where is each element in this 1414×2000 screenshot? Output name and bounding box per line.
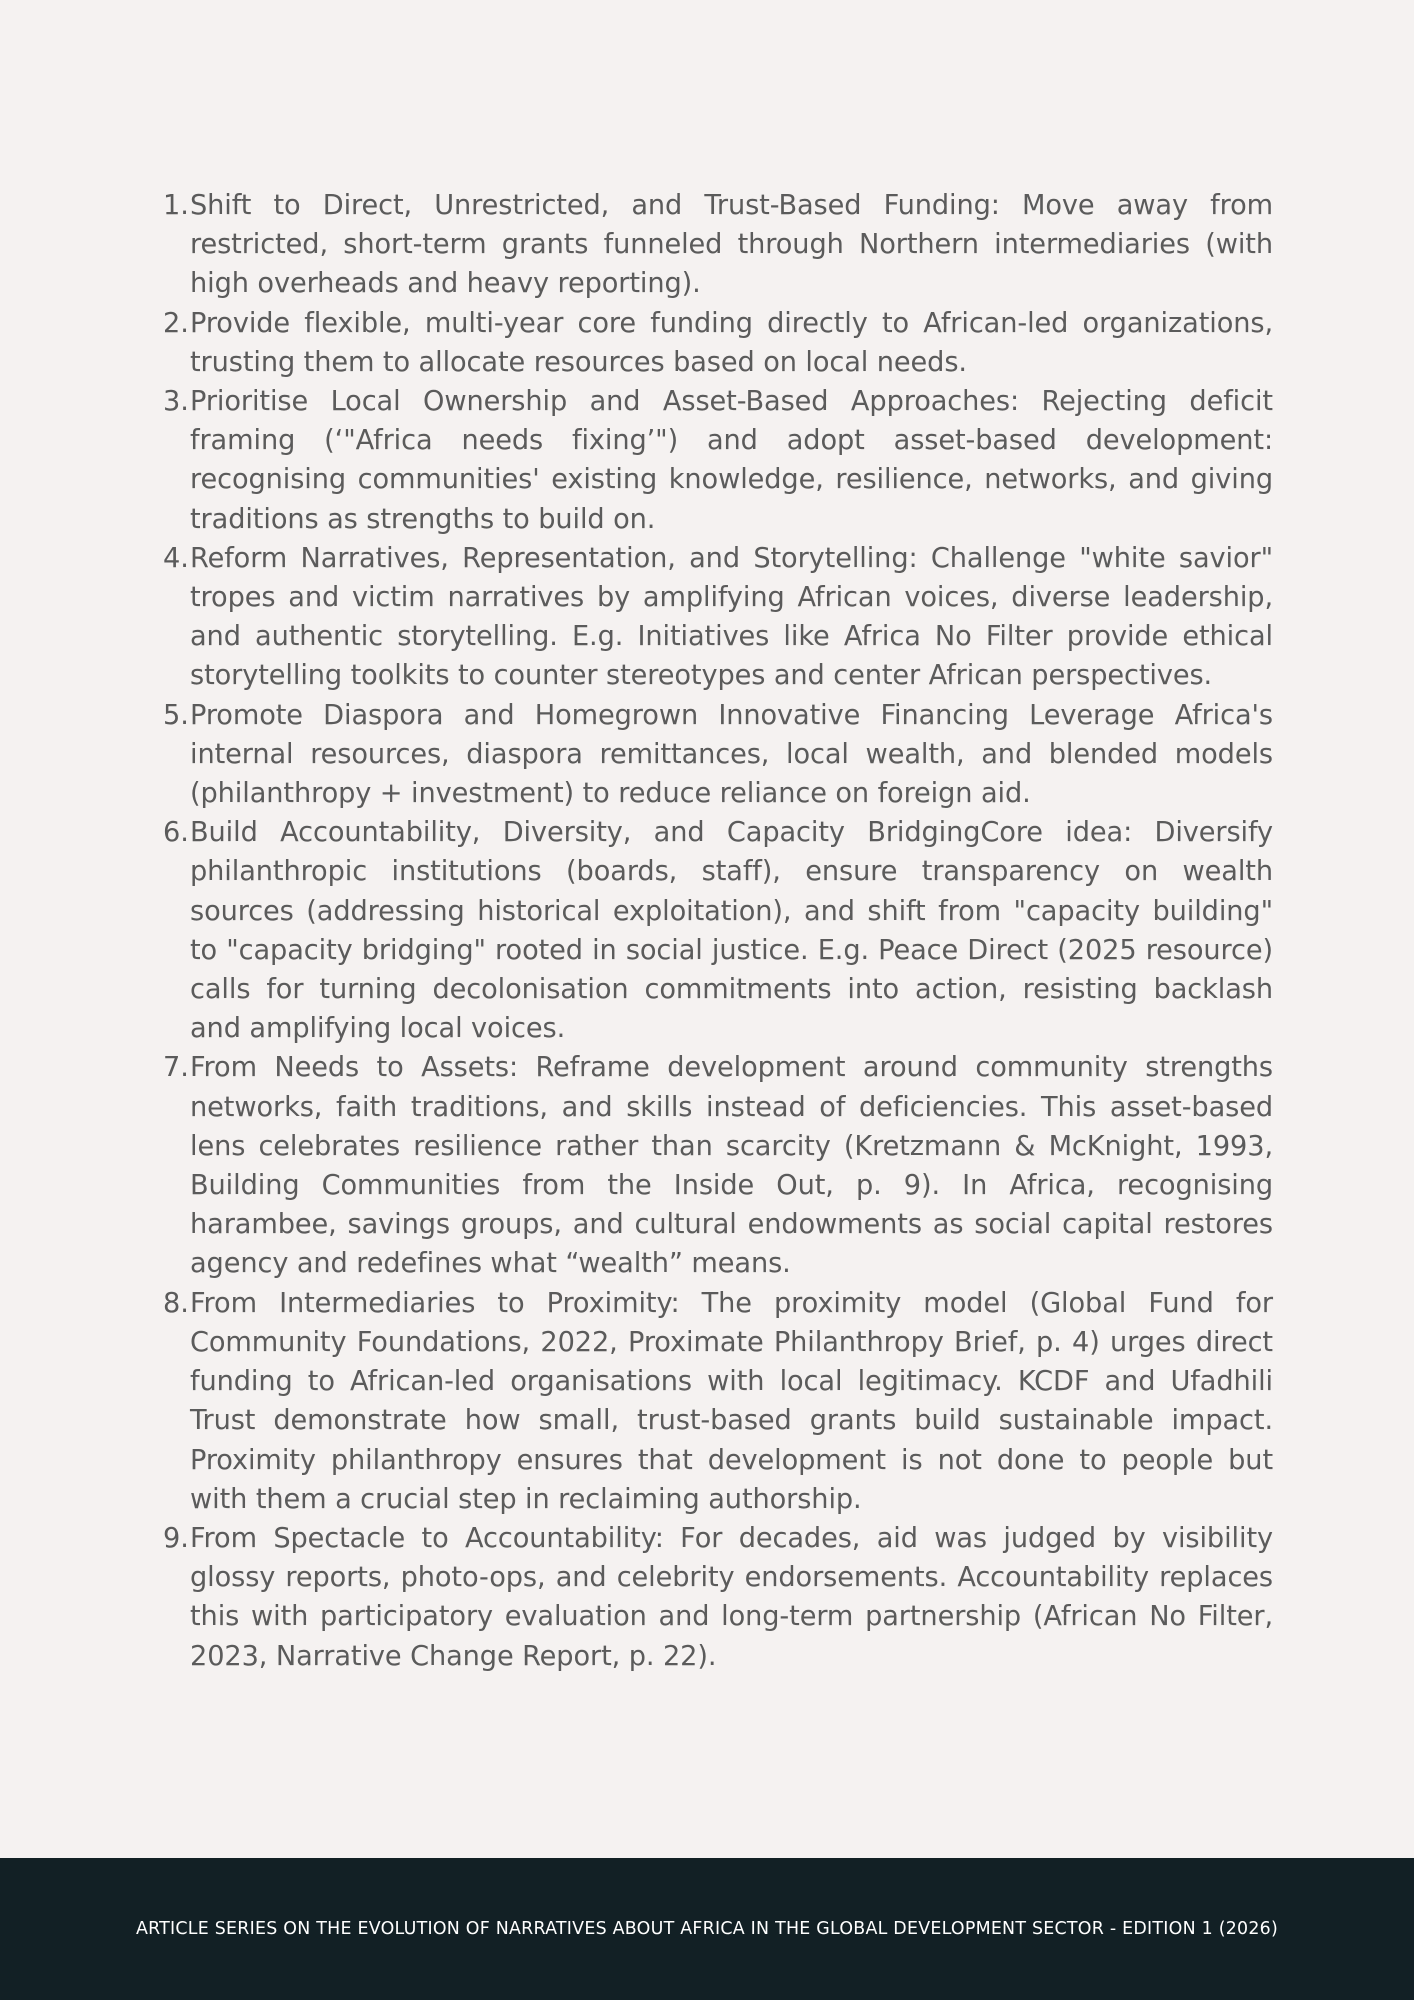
list-item-text: From Spectacle to Accountability: For decades, aid was judged by visibility glossy reports, photo-ops, and celebrity endorsements. Accountability replaces this with participatory evaluation and long-term partnership (African No Filter, 2023, Narrative Change Report, p. 22).: [190, 1522, 1273, 1672]
list-item-number: 2.: [163, 307, 189, 339]
list-item-text: Promote Diaspora and Homegrown Innovative Financing Leverage Africa's internal resources, diaspora remittances, local wealth, and blended models (philanthropy + investment) to reduce reliance on foreign aid.: [190, 699, 1273, 810]
footer-text: ARTICLE SERIES ON THE EVOLUTION OF NARRATIVES ABOUT AFRICA IN THE GLOBAL DEVELOPMENT SECTOR - EDITION 1 (2026): [135, 1919, 1279, 1939]
list-item-text: From Needs to Assets: Reframe development around community strengths networks, faith traditions, and skills instead of deficiencies. This asset-based lens celebrates resilience rather than scarcity (Kretzmann & McKnight, 1993, Building Communities from the Inside Out, p. 9). In Africa, recognising harambee, savings groups, and cultural endowments as social capital restores agency and redefines what “wealth” means.: [190, 1052, 1273, 1280]
list-item: [163, 304, 1273, 382]
list-item: [163, 186, 1273, 304]
list-item-number: 9.: [163, 1522, 189, 1554]
recommendations-list: [0, 186, 1414, 1676]
list-item: [163, 813, 1273, 1048]
list-item-number: 1.: [163, 190, 189, 221]
list-item: [163, 382, 1273, 539]
list-item-number: 6.: [163, 817, 189, 849]
list-item-text: From Intermediaries to Proximity: The proximity model (Global Fund for Community Foundations, 2022, Proximate Philanthropy Brief, p. 4) urges direct funding to African-led organisations with local legitimacy. KCDF and Ufadhili Trust demonstrate how small, trust-based grants build sustainable impact. Proximity philanthropy ensures that development is not done to people but with them a crucial step in reclaiming authorship.: [190, 1287, 1273, 1515]
main-content: [0, 186, 1414, 1676]
list-item-text: Reform Narratives, Representation, and Storytelling: Challenge "white savior" tropes and victim narratives by amplifying African voices, diverse leadership, and authentic storytelling. E.g. Initiatives like Africa No Filter provide ethical storytelling toolkits to counter stereotypes and center African perspectives.: [190, 542, 1273, 692]
list-item: [163, 1519, 1273, 1676]
list-item-number: 4.: [163, 542, 189, 574]
list-item-text: Prioritise Local Ownership and Asset-Based Approaches: Rejecting deficit framing (‘"Africa needs fixing’") and adopt asset-based development: recognising communities' existing knowledge, resilience, networks, and giving traditions as strengths to build on.: [190, 386, 1273, 535]
list-item-text: Provide flexible, multi-year core funding directly to African-led organizations, trusting them to allocate resources based on local needs.: [190, 307, 1273, 378]
list-item-number: 5.: [163, 699, 189, 731]
list-item: [163, 539, 1273, 696]
list-item: [163, 696, 1273, 814]
list-item: [163, 1284, 1273, 1519]
list-item: [163, 1048, 1273, 1283]
footer-bar: [0, 1858, 1414, 2000]
list-item-number: 7.: [163, 1052, 189, 1084]
list-item-text: Shift to Direct, Unrestricted, and Trust-Based Funding: Move away from restricted, short-term grants funneled through Northern intermediaries (with high overheads and heavy reporting).: [190, 190, 1273, 300]
list-item-number: 3.: [163, 386, 189, 418]
list-item-text: Build Accountability, Diversity, and Capacity BridgingCore idea: Diversify philanthropic institutions (boards, staff), ensure transparency on wealth sources (addressing historical exploitation), and shift from "capacity building" to "capacity bridging" rooted in social justice. E.g. Peace Direct (2025 resource) calls for turning decolonisation commitments into action, resisting backlash and amplifying local voices.: [190, 817, 1273, 1045]
list-item-number: 8.: [163, 1287, 189, 1319]
